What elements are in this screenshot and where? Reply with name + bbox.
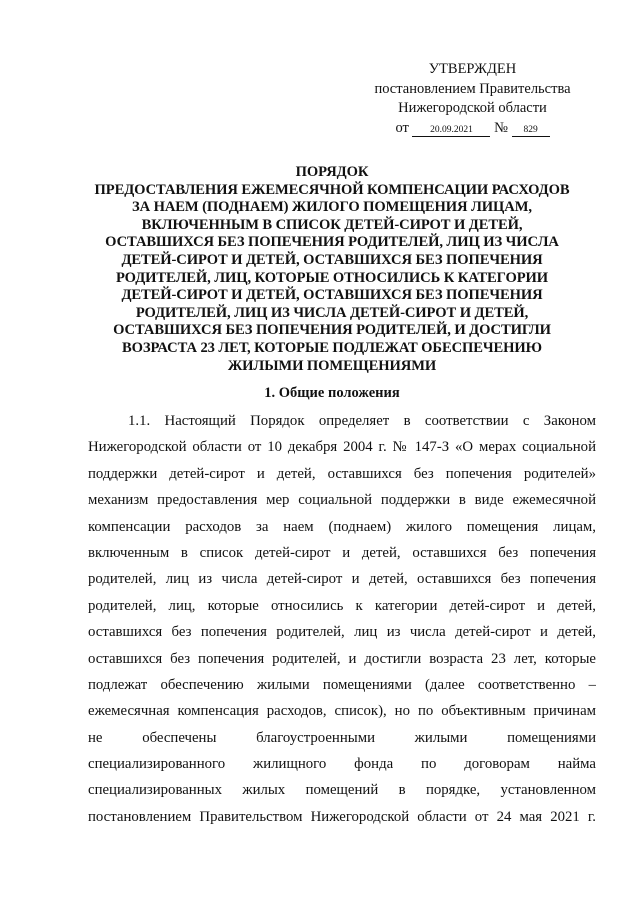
approval-region: Нижегородской области	[398, 100, 547, 116]
number-sign: №	[494, 119, 508, 136]
body-line: компенсации расходов за наем (поднаем) жилого помещения лицам,	[88, 518, 596, 535]
body-line: поддержки детей-сирот и детей, оставшихся без попечения родителей»	[88, 465, 596, 482]
approval-heading: УТВЕРЖДЕН	[428, 61, 517, 77]
title-line: ПОРЯДОК	[295, 164, 369, 180]
title-line: ЖИЛЫМИ ПОМЕЩЕНИЯМИ	[227, 357, 437, 374]
title-line: ЗА НАЕМ (ПОДНАЕМ) ЖИЛОГО ПОМЕЩЕНИЯ ЛИЦАМ,	[132, 199, 532, 216]
body-line: специализированного жилищного фонда по договорам найма	[88, 756, 596, 773]
title-line: ДЕТЕЙ-СИРОТ И ДЕТЕЙ, ОСТАВШИХСЯ БЕЗ ПОПЕЧЕНИЯ	[121, 287, 543, 304]
body-line: ежемесячная компенсация расходов, список), но по объективным причинам	[88, 703, 596, 720]
body-line: специализированных жилых помещений в порядке, установленном	[88, 782, 596, 799]
body-line: оставшихся без попечения родителей, лиц из числа детей-сирот и детей,	[88, 624, 596, 641]
title-line: ВКЛЮЧЕННЫМ В СПИСОК ДЕТЕЙ-СИРОТ И ДЕТЕЙ,	[141, 216, 523, 233]
title-line: РОДИТЕЛЕЙ, ЛИЦ ИЗ ЧИСЛА ДЕТЕЙ-СИРОТ И ДЕТЕЙ,	[135, 304, 529, 321]
title-line: ДЕТЕЙ-СИРОТ И ДЕТЕЙ, ОСТАВШИХСЯ БЕЗ ПОПЕЧЕНИЯ	[121, 251, 543, 268]
body-line: родителей, лиц из числа детей-сирот и детей, оставшихся без попечения	[88, 571, 596, 588]
body-line: подлежат обеспечению жилыми помещениями (далее соответственно –	[88, 676, 596, 693]
title-line: ПРЕДОСТАВЛЕНИЯ ЕЖЕМЕСЯЧНОЙ КОМПЕНСАЦИИ РАСХОДОВ	[94, 181, 570, 198]
body-line: не обеспечены благоустроенными жилыми помещениями	[88, 729, 596, 746]
title-line: ВОЗРАСТА 23 ЛЕТ, КОТОРЫЕ ПОДЛЕЖАТ ОБЕСПЕЧЕНИЮ	[121, 339, 543, 356]
title-line: ОСТАВШИХСЯ БЕЗ ПОПЕЧЕНИЯ РОДИТЕЛЕЙ, ЛИЦ ИЗ ЧИСЛА	[105, 234, 559, 251]
body-line: родителей, лиц, которые относились к категории детей-сирот и детей,	[88, 597, 596, 614]
body-line: Нижегородской области от 10 декабря 2004 г. № 147-З «О мерах социальной	[88, 439, 596, 456]
document-title	[70, 164, 594, 375]
body-line: 1.1. Настоящий Порядок определяет в соответствии с Законом	[128, 413, 596, 429]
body-line: оставшихся без попечения родителей, и достигли возраста 23 лет, которые	[88, 650, 596, 667]
title-line: ОСТАВШИХСЯ БЕЗ ПОПЕЧЕНИЯ РОДИТЕЛЕЙ, И ДОСТИГЛИ	[113, 322, 551, 339]
approval-number: 829	[512, 124, 550, 137]
body-line: постановлением Правительством Нижегородской области от 24 мая 2021 г.	[88, 808, 596, 825]
approval-stamp	[345, 60, 600, 138]
paragraph-1-1	[88, 408, 596, 830]
approval-date: 20.09.2021	[412, 124, 490, 137]
section-heading: 1. Общие положения	[264, 385, 400, 401]
from-label: от	[395, 119, 409, 136]
approval-authority: постановлением Правительства	[374, 80, 571, 97]
body-line: включенным в список детей-сирот и детей, оставшихся без попечения	[88, 544, 596, 561]
title-line: РОДИТЕЛЕЙ, ЛИЦ, КОТОРЫЕ ОТНОСИЛИСЬ К КАТЕГОРИИ	[115, 269, 549, 286]
body-line: механизм предоставления мер социальной поддержки в виде ежемесячной	[88, 492, 596, 509]
approval-date-number	[345, 119, 600, 139]
